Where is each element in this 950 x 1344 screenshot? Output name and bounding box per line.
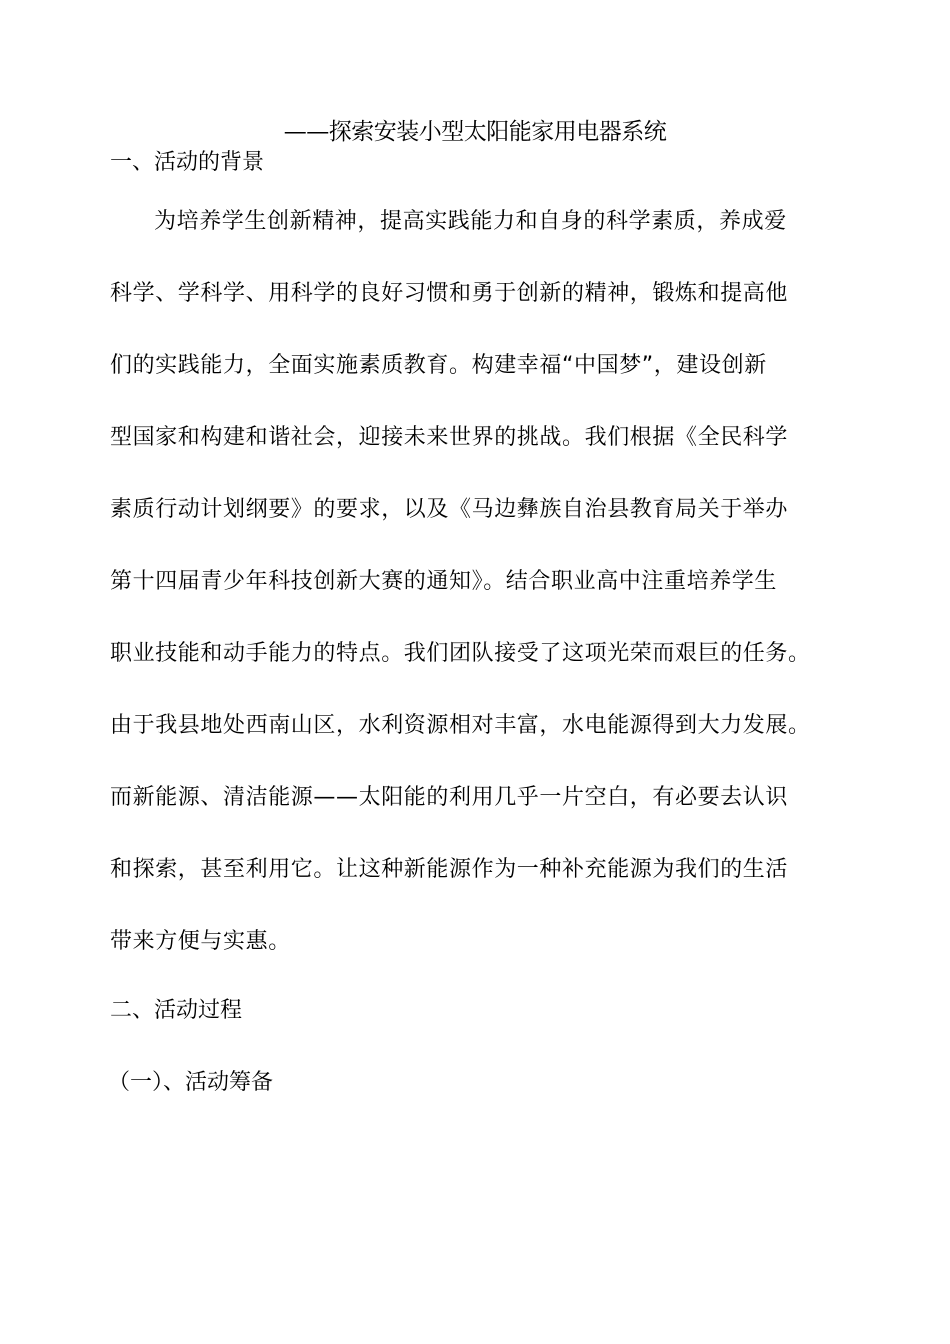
background-paragraph [110,206,850,998]
paragraph-line: 而新能源、清洁能源——太阳能的利用几乎一片空白，有必要去认识 [110,785,789,810]
section-heading-background: 一、活动的背景 [110,150,265,175]
paragraph-line: 型国家和构建和谐社会，迎接未来世界的挑战。我们根据《全民科学 [110,425,789,450]
paragraph-line: 由于我县地处西南山区，水利资源相对丰富，水电能源得到大力发展。 [110,713,811,738]
paragraph-line: 职业技能和动手能力的特点。我们团队接受了这项光荣而艰巨的任务。 [110,641,811,666]
subsection-heading-preparation: （一）、活动筹备 [108,1070,274,1095]
section-heading-process: 二、活动过程 [110,998,243,1023]
document-subtitle: ——探索安装小型太阳能家用电器系统 [283,119,667,145]
paragraph-line: 素质行动计划纲要》的要求，以及《马边彝族自治县教育局关于举办 [110,497,789,522]
paragraph-line: 第十四届青少年科技创新大赛的通知》。结合职业高中注重培养学生 [110,569,778,594]
paragraph-line: 带来方便与实惠。 [110,929,291,954]
paragraph-line: 们的实践能力，全面实施素质教育。构建幸福“中国梦”，建设创新 [110,353,767,378]
paragraph-line: 和探索，甚至利用它。让这种新能源作为一种补充能源为我们的生活 [110,857,789,882]
paragraph-line: 为培养学生创新精神，提高实践能力和自身的科学素质，养成爱 [154,209,787,234]
paragraph-line: 科学、学科学、用科学的良好习惯和勇于创新的精神，锻炼和提高他 [110,281,789,306]
